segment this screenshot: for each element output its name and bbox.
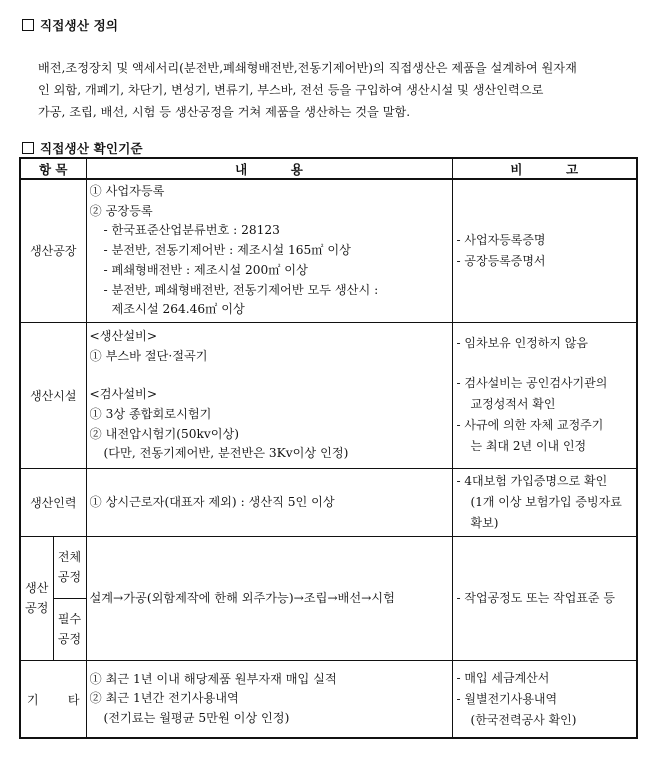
definition-line: 인 외함, 개폐기, 차단기, 변성기, 변류기, 부스바, 전선 등을 구입하여 생산시설 및 생산인력으로 [38, 83, 544, 97]
content-line: ② 최근 1년간 전기사용내역 [89, 691, 239, 706]
note-cell [452, 179, 637, 322]
header-item: 항 목 [20, 158, 86, 179]
sub-item-all-process [53, 536, 86, 598]
item-label: 생산공장 [20, 179, 86, 322]
note-cell [452, 660, 637, 738]
content-line: 제조시설 264.46㎡ 이상 [111, 302, 245, 317]
item-label: 생산인력 [20, 468, 86, 536]
note-line: - 임차보유 인정하지 않음 [456, 336, 588, 351]
content-line: 설계→가공(외함제작에 한해 외주가능)→조립→배선→시험 [89, 590, 395, 605]
note-line: (한국전력공사 확인) [470, 712, 577, 727]
content-line: ① 부스바 절단·절곡기 [89, 348, 208, 363]
content-cell [86, 322, 452, 468]
item-label-right: 타 [67, 692, 80, 707]
checkbox-square-icon [22, 19, 34, 31]
sub-item-line: 전체 [57, 550, 82, 565]
content-line: ② 내전압시험기(50kv이상) [89, 426, 240, 441]
note-line: - 검사설비는 공인검사기관의 [456, 376, 608, 391]
section-title: 직접생산 확인기준 [40, 141, 143, 156]
note-line: - 작업공정도 또는 작업표준 등 [456, 590, 615, 605]
note-line: - 4대보험 가입증명으로 확인 [456, 473, 608, 488]
table-row-facility [20, 322, 637, 468]
note-line: - 사업자등록증명 [456, 232, 546, 247]
definition-paragraph [38, 57, 638, 123]
sub-item-required-process [53, 598, 86, 660]
definition-line: 배전,조정장치 및 액세서리(분전반,폐쇄형배전반,전동기제어반)의 직접생산은 제품을 설계하여 원자재 [38, 61, 577, 75]
criteria-table [19, 157, 638, 739]
section-heading-criteria [22, 139, 143, 157]
note-line: - 사규에 의한 자체 교정주기 [456, 418, 604, 433]
item-label-line: 생산 [25, 581, 49, 596]
section-title: 직접생산 정의 [40, 18, 119, 33]
header-content: 내 용 [86, 158, 452, 179]
table-header-row [20, 158, 637, 179]
note-cell [452, 322, 637, 468]
note-line: - 공장등록증명서 [456, 253, 546, 268]
item-label: 생산시설 [20, 322, 86, 468]
content-cell [86, 660, 452, 738]
note-cell [452, 536, 637, 660]
content-line: <검사설비> [89, 387, 158, 402]
note-line: (1개 이상 보험가입 증빙자료 [470, 494, 622, 509]
content-line: ① 3상 종합회로시험기 [89, 406, 212, 421]
content-line: - 한국표준산업분류번호 : 28123 [103, 223, 280, 238]
content-line: <생산설비> [89, 328, 158, 343]
item-label-left: 기 [27, 692, 39, 707]
content-cell [86, 536, 452, 660]
note-line: - 매입 세금계산서 [456, 670, 550, 685]
content-line: ① 사업자등록 [89, 184, 165, 198]
content-line: ② 공장등록 [89, 203, 153, 218]
content-line: - 폐쇄형배전반 : 제조시설 200㎡ 이상 [103, 262, 308, 277]
item-label [20, 660, 86, 738]
sub-item-line: 공정 [57, 570, 82, 585]
content-cell [86, 468, 452, 536]
item-label-line: 공정 [25, 601, 49, 616]
checkbox-square-icon [22, 142, 34, 154]
table-row-staff [20, 468, 637, 536]
sub-item-line: 공정 [57, 632, 82, 647]
note-line: 교정성적서 확인 [470, 397, 556, 412]
content-cell [86, 179, 452, 322]
sub-item-line: 필수 [57, 612, 82, 627]
note-line: 확보) [470, 515, 499, 530]
note-line: - 월별전기사용내역 [456, 691, 558, 706]
note-cell [452, 468, 637, 536]
note-line: 는 최대 2년 이내 인정 [470, 439, 587, 454]
content-line: (다만, 전동기제어반, 분전반은 3Kv이상 인정) [103, 446, 349, 461]
content-line: (전기료는 월평균 5만원 이상 인정) [103, 711, 290, 726]
table-row-etc [20, 660, 637, 738]
table-row-factory [20, 179, 637, 322]
definition-line: 가공, 조립, 배선, 시험 등 생산공정을 거쳐 제품을 생산하는 것을 말함. [38, 105, 411, 119]
content-line: ① 상시근로자(대표자 제외) : 생산직 5인 이상 [89, 494, 335, 509]
item-label [20, 536, 53, 660]
content-line: ① 최근 1년 이내 해당제품 원부자재 매입 실적 [89, 671, 337, 686]
table-row-process-all [20, 536, 637, 598]
header-note: 비 고 [452, 158, 637, 179]
content-line: - 분전반, 폐쇄형배전반, 전동기제어반 모두 생산시 : [103, 282, 379, 297]
content-line: - 분전반, 전동기제어반 : 제조시설 165㎡ 이상 [103, 243, 351, 258]
section-heading-definition [22, 16, 118, 34]
